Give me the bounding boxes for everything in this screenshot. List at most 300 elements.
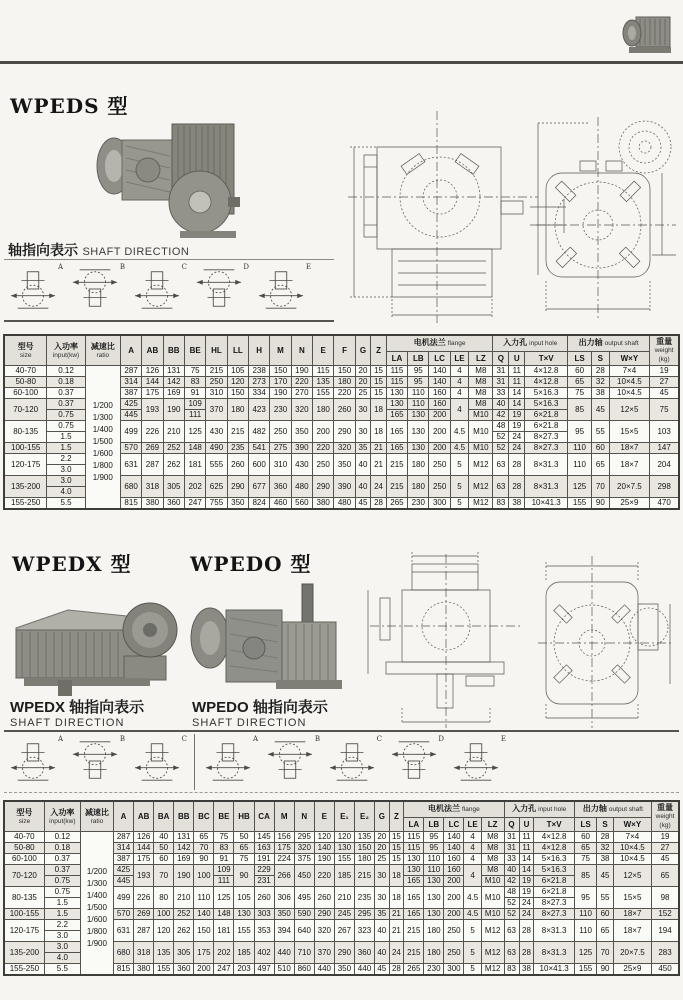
table-cell: 300 (444, 964, 464, 976)
table-cell: 11 (509, 366, 525, 377)
table-cell: 65 (234, 843, 254, 854)
table-cell: 50 (234, 832, 254, 843)
table-cell: 130 (424, 909, 444, 920)
table-cell: 155 (154, 964, 174, 976)
shaft-diagram (252, 262, 314, 318)
table-cell: 165 (386, 421, 407, 443)
diagram-label: D (243, 263, 249, 271)
table-cell: M12 (481, 964, 504, 976)
table-cell: 30 (355, 399, 371, 421)
table-cell: 21 (389, 920, 404, 942)
table-cell: 480 (334, 498, 355, 510)
table-cell: 260 (334, 399, 355, 421)
table-cell: 314 (114, 843, 134, 854)
column-header: T×V (525, 351, 568, 365)
table-cell: 38 (509, 498, 525, 510)
table-cell: 52 (493, 432, 509, 443)
table-cell: 11 (519, 832, 534, 843)
table-cell: 115 (313, 366, 334, 377)
table-cell: 200 (429, 421, 450, 443)
column-header: LC (429, 351, 450, 365)
table-cell: 55 (592, 421, 609, 443)
wpedx-shaft-zh: WPEDX 轴指向表示 (10, 699, 145, 716)
table-cell: 165 (404, 876, 424, 887)
diagram-label: A (57, 263, 63, 271)
column-header: LE (464, 817, 481, 831)
table-cell: 295 (294, 832, 314, 843)
table-cell: 25 (355, 388, 371, 399)
table-cell: 0.37 (47, 388, 85, 399)
table-cell: 110 (574, 920, 597, 942)
wpedo-product-photo (184, 578, 346, 696)
table-cell: 110 (568, 443, 592, 454)
table-cell: 12×5 (609, 399, 650, 421)
table-cell: 109 (214, 865, 234, 876)
table-cell: 5×16.3 (534, 865, 574, 876)
table-cell: 350 (227, 498, 248, 510)
table-cell: 190 (291, 366, 312, 377)
table-cell: 180 (227, 399, 248, 421)
table-cell: 40 (355, 476, 371, 498)
column-header: BC (194, 801, 214, 832)
table-cell: 8×31.3 (525, 454, 568, 476)
table-cell: 5.5 (44, 964, 80, 976)
table-cell: 380 (134, 964, 154, 976)
table-cell: 250 (444, 920, 464, 942)
table-cell: 306 (274, 887, 294, 909)
table-cell: 266 (274, 865, 294, 887)
table-cell: 204 (650, 454, 679, 476)
table-cell: 4 (450, 388, 468, 399)
table-cell: 70 (194, 843, 214, 854)
table-cell: 193 (142, 399, 163, 421)
wpedx-diagram-group (4, 734, 190, 790)
table-cell: 10×41.3 (534, 964, 574, 976)
table-cell: 75 (568, 388, 592, 399)
table-cell: 103 (650, 421, 679, 443)
table-cell: 3.0 (44, 931, 80, 942)
wpedo-shaft-en: SHAFT DIRECTION (192, 717, 307, 729)
table-cell: 18×7 (609, 454, 650, 476)
table-cell: 4.5 (464, 887, 481, 909)
table-cell: 402 (254, 942, 274, 964)
column-header: LL (227, 335, 248, 366)
table-cell: 28 (509, 454, 525, 476)
table-cell: 31 (493, 377, 509, 388)
table-cell: 45 (652, 854, 679, 865)
column-header: LZ (469, 351, 493, 365)
table-cell: 185 (234, 942, 254, 964)
shaft-diagram (4, 734, 66, 790)
column-header: 入力孔 input hole (493, 335, 568, 351)
table-cell: 175 (194, 942, 214, 964)
table-cell: 144 (134, 843, 154, 854)
column-header: N (294, 801, 314, 832)
column-header: LA (386, 351, 407, 365)
table-cell: 83 (493, 498, 509, 510)
table-cell: 120 (314, 832, 334, 843)
table-cell: 28 (592, 366, 609, 377)
table-cell: 305 (163, 476, 184, 498)
table-cell: 370 (314, 942, 334, 964)
table-cell: 95 (408, 377, 429, 388)
shaft-diagram (385, 734, 447, 790)
table-cell: 314 (120, 377, 141, 388)
table-cell: 70 (154, 865, 174, 887)
table-cell: 130 (234, 909, 254, 920)
table-cell: 360 (174, 964, 194, 976)
table-cell: 499 (114, 887, 134, 909)
table-cell: 180 (334, 377, 355, 388)
table-cell: M8 (481, 832, 504, 843)
table-cell: 4 (464, 843, 481, 854)
table-cell: 110 (194, 887, 214, 909)
ratio-cell: 1/200 1/300 1/400 1/500 1/600 1/800 1/900 (80, 832, 113, 976)
wpeds-dimension-table (3, 334, 680, 510)
column-header: 重量 weight (kg) (652, 801, 679, 832)
table-cell: 12×5 (613, 865, 651, 887)
shaft-diagram-icon (194, 266, 244, 312)
table-cell: 95 (424, 832, 444, 843)
column-header: G (355, 335, 371, 366)
table-cell: 95 (574, 887, 597, 909)
table-cell: 18 (389, 887, 404, 909)
table-cell: 200 (444, 876, 464, 887)
column-header: 电机法兰 flange (386, 335, 493, 351)
table-cell: 5.5 (47, 498, 85, 510)
table-cell: 60 (592, 443, 609, 454)
table-cell: 350 (334, 964, 354, 976)
table-cell: 10×4.5 (613, 854, 651, 865)
table-cell: 155 (234, 920, 254, 942)
table-cell: 4×12.8 (534, 843, 574, 854)
table-cell: 440 (314, 964, 334, 976)
table-cell: 425 (120, 399, 141, 410)
table-cell: 40-70 (4, 366, 47, 377)
table-cell: 32 (592, 377, 609, 388)
table-cell: 130 (424, 876, 444, 887)
table-cell: 4 (450, 399, 468, 421)
wpeds-title: WPEDS 型 (10, 94, 129, 118)
wpeds-technical-drawing (340, 103, 683, 331)
column-header: F (334, 335, 355, 366)
shaft-diagram-icon (132, 266, 182, 312)
table-cell: 28 (597, 832, 613, 843)
column-header: 减速比 ratio (85, 335, 120, 366)
table-cell: 510 (274, 964, 294, 976)
table-cell: 63 (504, 942, 519, 964)
table-cell: 267 (334, 920, 354, 942)
table-cell: 65 (652, 865, 679, 887)
column-header: E₂ (354, 801, 374, 832)
table-cell: 155 (574, 964, 597, 976)
column-header: 电机法兰 flange (404, 801, 504, 817)
table-cell: 230 (408, 498, 429, 510)
table-cell: 7×4 (609, 366, 650, 377)
table-cell: 815 (120, 498, 141, 510)
table-cell: 625 (206, 476, 227, 498)
table-cell: 38 (597, 854, 613, 865)
shaft-diagram-icon (203, 738, 253, 784)
table-cell: 24 (389, 942, 404, 964)
table-cell: 40 (154, 832, 174, 843)
table-cell: 194 (652, 920, 679, 942)
table-cell: M8 (481, 854, 504, 865)
table-cell: 380 (313, 498, 334, 510)
table-cell: 190 (270, 388, 291, 399)
table-cell: 65 (597, 920, 613, 942)
table-cell: 30 (375, 865, 390, 887)
table-cell: M12 (469, 454, 493, 476)
table-cell: 45 (650, 388, 679, 399)
diagram-label: E (500, 735, 506, 743)
table-cell: 150 (354, 843, 374, 854)
table-cell: 287 (134, 920, 154, 942)
column-header: U (509, 351, 525, 365)
shaft-diagram-icon (265, 738, 315, 784)
table-cell: 5 (450, 498, 468, 510)
table-cell: 290 (334, 942, 354, 964)
table-cell: 353 (254, 920, 274, 942)
table-cell: 11 (519, 843, 534, 854)
table-cell: 165 (404, 887, 424, 909)
shaft-diagram-icon (8, 266, 58, 312)
table-cell: 33 (504, 854, 519, 865)
table-cell: 1.5 (44, 909, 80, 920)
column-header: H (249, 335, 270, 366)
table-cell: 4.0 (47, 487, 85, 498)
table-cell: 220 (313, 443, 334, 454)
table-cell: M10 (469, 443, 493, 454)
table-cell: 140 (444, 832, 464, 843)
table-cell: 290 (314, 909, 334, 920)
table-cell: 190 (163, 399, 184, 421)
table-cell: 163 (254, 843, 274, 854)
table-cell: 387 (114, 854, 134, 865)
table-cell: 165 (386, 443, 407, 454)
table-cell: 470 (650, 498, 679, 510)
column-header: AB (134, 801, 154, 832)
table-cell: 0.18 (44, 843, 80, 854)
table-cell: 4×12.8 (525, 377, 568, 388)
table-cell: M10 (469, 421, 493, 443)
table-cell: 32 (597, 843, 613, 854)
shaft-diagram-icon (8, 738, 58, 784)
table-cell: 10×4.5 (609, 388, 650, 399)
table-cell: 238 (249, 366, 270, 377)
table-cell: 215 (386, 454, 407, 476)
wpedx-product-photo (6, 578, 178, 696)
wpeds-shaft-direction-heading (8, 240, 189, 260)
table-cell: 156 (274, 832, 294, 843)
table-cell: 4.5 (450, 421, 468, 443)
gearbox-photo-small (616, 5, 680, 59)
shaft-diagram-icon (132, 738, 182, 784)
table-cell: 380 (142, 498, 163, 510)
table-cell: 300 (429, 498, 450, 510)
table-cell: 80-135 (4, 421, 47, 443)
table-cell: 35 (375, 909, 390, 920)
table-cell: 19 (509, 421, 525, 432)
column-header: BA (154, 801, 174, 832)
table-cell: 40 (504, 865, 519, 876)
table-cell: M12 (481, 920, 504, 942)
table-cell: 1.5 (44, 898, 80, 909)
table-cell: 155 (334, 854, 354, 865)
table-cell: 260 (254, 887, 274, 909)
table-cell: 203 (234, 964, 254, 976)
table-cell: 229 (254, 865, 274, 876)
table-cell: 40-70 (4, 832, 44, 843)
column-header: M (274, 801, 294, 832)
table-cell: 290 (313, 476, 334, 498)
table-cell: 360 (354, 942, 374, 964)
table-cell: 33 (493, 388, 509, 399)
table-cell: 387 (120, 388, 141, 399)
table-cell: 287 (142, 454, 163, 476)
header-rule (0, 61, 683, 64)
table-cell: 180 (408, 476, 429, 498)
table-cell: 5×16.3 (525, 399, 568, 410)
table-cell: 495 (294, 887, 314, 909)
table-cell: 0.75 (44, 876, 80, 887)
wpeds-shaft-direction-diagrams (4, 259, 334, 322)
table-cell: 4 (450, 366, 468, 377)
table-cell: 180 (354, 854, 374, 865)
table-cell: 31 (504, 843, 519, 854)
table-cell: 110 (408, 388, 429, 399)
shaft-diagram (199, 734, 261, 790)
column-header: U (519, 817, 534, 831)
table-cell: 130 (408, 410, 429, 421)
table-cell: 145 (254, 832, 274, 843)
table-cell: 270 (291, 388, 312, 399)
table-cell: M12 (481, 942, 504, 964)
table-cell: 125 (568, 476, 592, 498)
table-cell: 63 (493, 476, 509, 498)
table-cell: 4×12.8 (534, 832, 574, 843)
table-cell: 24 (371, 476, 387, 498)
table-cell: 83 (184, 377, 205, 388)
table-cell: M10 (469, 410, 493, 421)
shaft-diagram-icon (389, 738, 439, 784)
table-cell: 31 (493, 366, 509, 377)
table-cell: 147 (650, 443, 679, 454)
table-cell: 25×9 (613, 964, 651, 976)
shaft-direction-zh: 轴指向表示 (8, 242, 78, 258)
table-cell: 4.0 (44, 953, 80, 964)
column-header: LS (568, 351, 592, 365)
table-cell: 350 (334, 454, 355, 476)
table-cell: 98 (652, 887, 679, 909)
table-cell: 6×21.8 (525, 410, 568, 421)
table-cell: 710 (294, 942, 314, 964)
table-cell: 126 (134, 832, 154, 843)
table-cell: 0.37 (44, 854, 80, 865)
table-cell: 260 (314, 887, 334, 909)
table-cell: 4 (464, 854, 481, 865)
table-cell: 135 (154, 942, 174, 964)
table-cell: 303 (254, 909, 274, 920)
table-cell: 310 (206, 388, 227, 399)
wpeds-product-photo (88, 100, 240, 240)
table-cell: 60 (597, 909, 613, 920)
table-cell: 142 (174, 843, 194, 854)
table-cell: 430 (291, 454, 312, 476)
table-cell: 27 (650, 377, 679, 388)
column-header: A (114, 801, 134, 832)
table-cell: 15 (371, 388, 387, 399)
table-cell: 65 (592, 454, 609, 476)
diagram-label: C (181, 263, 187, 271)
table-cell: 20×7.5 (613, 942, 651, 964)
table-cell: 4 (464, 865, 481, 887)
table-cell: 541 (249, 443, 270, 454)
table-cell: 245 (334, 909, 354, 920)
table-cell: 115 (404, 843, 424, 854)
table-cell: 155-250 (4, 964, 44, 976)
strip-divider (194, 734, 195, 790)
table-cell: 150 (194, 920, 214, 942)
table-cell: 130 (424, 887, 444, 909)
table-cell: 20 (375, 832, 390, 843)
table-cell: 115 (404, 832, 424, 843)
column-header: 入力孔 input hole (504, 801, 574, 817)
table-cell: 20 (355, 366, 371, 377)
table-cell: 310 (270, 454, 291, 476)
table-cell: 815 (114, 964, 134, 976)
column-header: 型号 size (4, 335, 47, 366)
ratio-cell: 1/200 1/300 1/400 1/500 1/600 1/800 1/900 (85, 366, 120, 510)
table-cell: 230 (270, 399, 291, 421)
table-cell: 283 (652, 942, 679, 964)
table-cell: 15 (389, 843, 404, 854)
table-cell: 185 (334, 865, 354, 887)
wpedo-diagram-group (199, 734, 509, 790)
column-header: Z (371, 335, 387, 366)
table-cell: 100 (194, 865, 214, 887)
column-header: T×V (534, 817, 574, 831)
table-cell: 497 (254, 964, 274, 976)
table-cell: 191 (254, 854, 274, 865)
table-cell: 0.75 (44, 887, 80, 898)
table-cell: 14 (509, 388, 525, 399)
table-cell: 126 (142, 366, 163, 377)
table-cell: 190 (314, 854, 334, 865)
table-cell: 125 (184, 421, 205, 443)
table-cell: 290 (227, 476, 248, 498)
table-cell: 75 (214, 832, 234, 843)
table-cell: 3.0 (47, 476, 85, 487)
table-cell: 24 (509, 443, 525, 454)
table-cell: 480 (291, 476, 312, 498)
column-header: BE (184, 335, 205, 366)
table-cell: 75 (650, 399, 679, 421)
table-cell: 40 (493, 399, 509, 410)
table-cell: 640 (294, 920, 314, 942)
table-cell: 247 (214, 964, 234, 976)
table-cell: 18 (371, 421, 387, 443)
table-cell: 560 (291, 498, 312, 510)
table-cell: 160 (429, 399, 450, 410)
table-cell: 269 (134, 909, 154, 920)
table-cell: 21 (371, 443, 387, 454)
column-header: CA (254, 801, 274, 832)
table-cell: 130 (386, 399, 407, 410)
table-cell: 224 (274, 854, 294, 865)
table-cell: 45 (597, 865, 613, 887)
shaft-diagram-icon (70, 738, 120, 784)
